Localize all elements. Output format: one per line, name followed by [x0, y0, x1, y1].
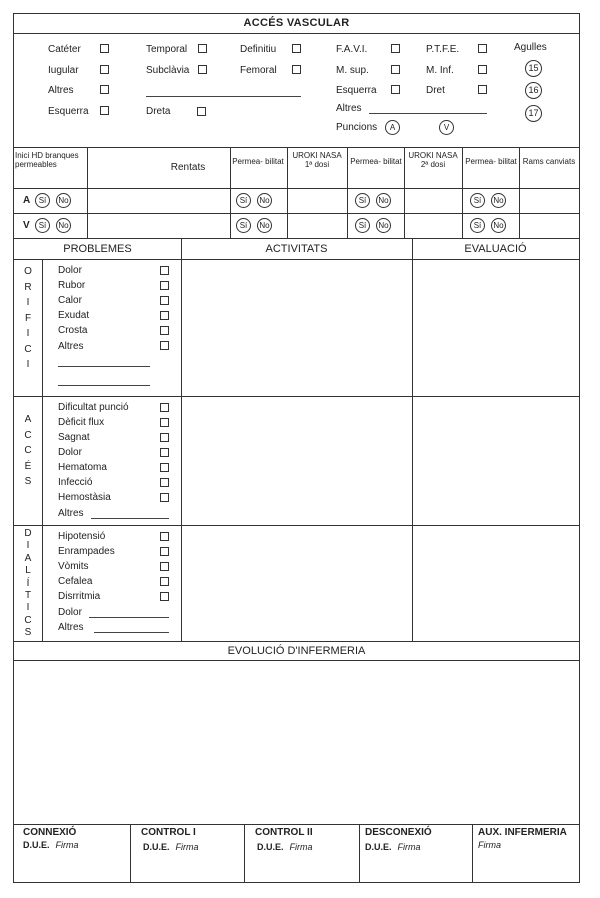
acces-dolor: Dolor [58, 447, 82, 458]
orifici-blank-2[interactable] [58, 385, 150, 386]
altres-line[interactable] [146, 96, 301, 97]
footer-aux-title: AUX. INFERMERIA [478, 827, 567, 838]
checkbox-acces-deficit[interactable] [160, 418, 169, 427]
header-uroki-1: UROKI NASA 1ª dosi [292, 151, 342, 169]
header-uroki-2: UROKI NASA 2ª dosi [408, 151, 458, 169]
header-permeabilitat-2: Permea- bilitat [350, 157, 402, 166]
checkbox-orifici-altres[interactable] [160, 341, 169, 350]
vertical-orifici: O R I F I C I [24, 266, 32, 370]
dialitics-dolor: Dolor [58, 607, 82, 618]
orifici-exudat: Exudat [58, 310, 90, 321]
checkbox-altres[interactable] [100, 85, 109, 94]
form-sheet [13, 13, 580, 883]
acces-infeccio: Infecció [58, 477, 93, 488]
evolucio-area[interactable] [15, 662, 578, 822]
checkbox-minf[interactable] [478, 65, 487, 74]
footer-connexio-due[interactable]: D.U.E. Firma [23, 840, 79, 850]
orifici-altres: Altres [58, 341, 84, 352]
acces-sagnat: Sagnat [58, 432, 90, 443]
row-v-perm2-si[interactable]: Sí [355, 218, 370, 233]
row-v-perm3-si[interactable]: Sí [470, 218, 485, 233]
dialitics-enrampades: Enrampades [58, 546, 115, 557]
row-a-perm2-si[interactable]: Sí [355, 193, 370, 208]
label-dreta: Dreta [146, 106, 171, 117]
checkbox-ptfe[interactable] [478, 44, 487, 53]
puncions-a-circle[interactable]: A [385, 120, 400, 135]
label-puncions: Puncions [336, 122, 378, 133]
footer-desconexio-due[interactable]: D.U.E. Firma [365, 842, 421, 852]
row-a-perm3-no[interactable]: No [491, 193, 506, 208]
row-a-perm1-no[interactable]: No [257, 193, 272, 208]
vertical-acces: A C C É S [24, 414, 32, 487]
altres-favi-line[interactable] [369, 113, 487, 114]
label-cateter: Catéter [48, 44, 81, 55]
label-minf: M. Inf. [426, 65, 454, 76]
checkbox-esquerra[interactable] [100, 106, 109, 115]
checkbox-acces-infeccio[interactable] [160, 478, 169, 487]
header-evaluacio: EVALUACIÓ [464, 243, 527, 255]
checkbox-dialitics-cefalea[interactable] [160, 577, 169, 586]
acces-dificultat-puncio: Dificultat punció [58, 402, 129, 413]
row-v-si[interactable]: Sí [35, 218, 50, 233]
acces-altres: Altres [58, 508, 84, 519]
checkbox-dreta[interactable] [197, 107, 206, 116]
checkbox-orifici-rubor[interactable] [160, 281, 169, 290]
row-a-perm3-si[interactable]: Sí [470, 193, 485, 208]
label-definitiu: Definitiu [240, 44, 277, 55]
dialitics-dolor-line[interactable] [89, 617, 169, 618]
label-dret: Dret [426, 85, 445, 96]
row-v-perm1-no[interactable]: No [257, 218, 272, 233]
label-esquerra-favi: Esquerra [336, 85, 377, 96]
footer-aux-firma[interactable]: Firma [478, 840, 501, 850]
label-msup: M. sup. [336, 65, 369, 76]
checkbox-dialitics-enrampades[interactable] [160, 547, 169, 556]
checkbox-orifici-crosta[interactable] [160, 326, 169, 335]
checkbox-femoral[interactable] [292, 65, 301, 74]
acces-altres-line[interactable] [91, 518, 169, 519]
header-inici-hd: Inici HD branques permeables [15, 151, 79, 169]
header-permeabilitat-3: Permea- bilitat [465, 157, 517, 166]
checkbox-iugular[interactable] [100, 65, 109, 74]
checkbox-cateter[interactable] [100, 44, 109, 53]
orifici-crosta: Crosta [58, 325, 88, 336]
dialitics-hipotensio: Hipotensió [58, 531, 106, 542]
acces-hemostasia: Hemostàsia [58, 492, 111, 503]
checkbox-dialitics-disrritmia[interactable] [160, 592, 169, 601]
form-title: ACCÉS VASCULAR [243, 17, 350, 29]
checkbox-dret[interactable] [478, 85, 487, 94]
agulla-15-circle[interactable]: 15 [525, 60, 542, 77]
row-a-perm1-si[interactable]: Sí [236, 193, 251, 208]
checkbox-acces-hemostasia[interactable] [160, 493, 169, 502]
orifici-dolor: Dolor [58, 265, 82, 276]
label-favi: F.A.V.I. [336, 44, 368, 55]
header-rentats: Rentats [170, 162, 206, 173]
label-altres-favi: Altres [336, 103, 362, 114]
dialitics-disrritmia: Disrritmia [58, 591, 101, 602]
checkbox-orifici-exudat[interactable] [160, 311, 169, 320]
header-problemes: PROBLEMES [63, 243, 132, 255]
footer-control1-due[interactable]: D.U.E. Firma [143, 842, 199, 852]
agulla-16-circle[interactable]: 16 [525, 82, 542, 99]
row-a-no[interactable]: No [56, 193, 71, 208]
footer-control2-due[interactable]: D.U.E. Firma [257, 842, 313, 852]
row-v-perm2-no[interactable]: No [376, 218, 391, 233]
label-temporal: Temporal [146, 44, 188, 55]
orifici-calor: Calor [58, 295, 82, 306]
orifici-rubor: Rubor [58, 280, 86, 291]
row-v-no[interactable]: No [56, 218, 71, 233]
vertical-dialitics: D I A L Í T I C S [24, 528, 32, 639]
checkbox-esquerra-favi[interactable] [391, 85, 400, 94]
row-label-v: V [23, 220, 30, 231]
checkbox-dialitics-hipotensio[interactable] [160, 532, 169, 541]
checkbox-dialitics-vomits[interactable] [160, 562, 169, 571]
checkbox-acces-hematoma[interactable] [160, 463, 169, 472]
footer-control1-title: CONTROL I [141, 827, 196, 838]
dialitics-cefalea: Cefalea [58, 576, 93, 587]
dialitics-altres: Altres [58, 622, 84, 633]
checkbox-orifici-calor[interactable] [160, 296, 169, 305]
checkbox-acces-sagnat[interactable] [160, 433, 169, 442]
footer-connexio-title: CONNEXIÓ [23, 827, 77, 838]
orifici-blank-1[interactable] [58, 366, 150, 367]
label-agulles: Agulles [514, 42, 547, 53]
dialitics-altres-line[interactable] [94, 632, 169, 633]
checkbox-subclavia[interactable] [198, 65, 207, 74]
header-permeabilitat-1: Permea- bilitat [232, 157, 284, 166]
acces-deficit-flux: Dèficit flux [58, 417, 105, 428]
header-rams-canviats: Rams canviats [522, 157, 576, 166]
label-altres: Altres [48, 85, 74, 96]
checkbox-orifici-dolor[interactable] [160, 266, 169, 275]
row-a-si[interactable]: Sí [35, 193, 50, 208]
checkbox-acces-dificultat[interactable] [160, 403, 169, 412]
label-femoral: Femoral [240, 65, 277, 76]
evolucio-title: EVOLUCIÓ D'INFERMERIA [227, 645, 366, 657]
checkbox-acces-dolor[interactable] [160, 448, 169, 457]
label-ptfe: P.T.F.E. [426, 44, 460, 55]
header-activitats: ACTIVITATS [265, 243, 328, 255]
label-subclavia: Subclàvia [146, 65, 190, 76]
row-label-a: A [23, 195, 31, 206]
checkbox-favi[interactable] [391, 44, 400, 53]
row-v-perm1-si[interactable]: Sí [236, 218, 251, 233]
label-iugular: Iugular [48, 65, 79, 76]
footer-control2-title: CONTROL II [255, 827, 313, 838]
agulla-17-circle[interactable]: 17 [525, 105, 542, 122]
dialitics-vomits: Vòmits [58, 561, 89, 572]
checkbox-temporal[interactable] [198, 44, 207, 53]
row-a-perm2-no[interactable]: No [376, 193, 391, 208]
checkbox-msup[interactable] [391, 65, 400, 74]
footer-desconexio-title: DESCONEXIÓ [365, 827, 432, 838]
puncions-v-circle[interactable]: V [439, 120, 454, 135]
acces-hematoma: Hematoma [58, 462, 107, 473]
label-esquerra: Esquerra [48, 106, 89, 117]
checkbox-definitiu[interactable] [292, 44, 301, 53]
row-v-perm3-no[interactable]: No [491, 218, 506, 233]
